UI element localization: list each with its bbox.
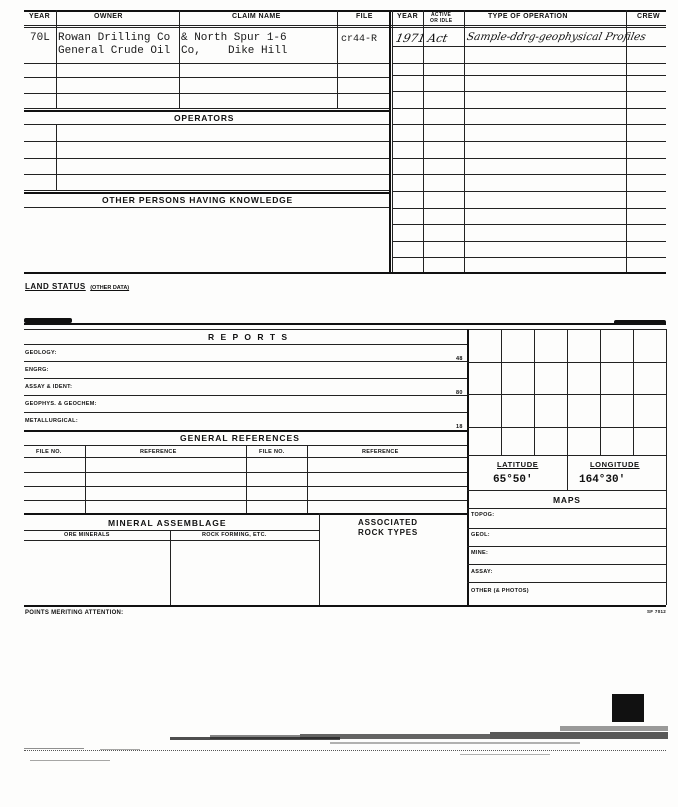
grid-col [633, 329, 634, 455]
record-owner-line1: Rowan Drilling Co [58, 32, 171, 44]
row-rule [24, 93, 389, 94]
punch-mark-bottom [612, 694, 644, 722]
col-divider [626, 10, 627, 274]
record-owner-line2-cont: Co, [181, 45, 201, 57]
latitude-value: 65°50' [493, 474, 533, 486]
operators-top-rule [24, 110, 389, 112]
row-rule [24, 190, 389, 191]
center-divider-2 [392, 10, 393, 274]
header-claim-name: CLAIM NAME [232, 13, 281, 20]
grid-row [467, 362, 666, 363]
points-meriting-attention-label: POINTS MERITING ATTENTION: [25, 610, 124, 616]
col-divider [85, 445, 86, 513]
row-rule [392, 108, 666, 109]
row-rule [392, 241, 666, 242]
col-divider [423, 10, 424, 274]
header-rule [24, 25, 666, 26]
report-label-geology: GEOLOGY: [25, 350, 57, 356]
rock-forming-header: ROCK FORMING, ETC. [202, 532, 267, 538]
row-rule [24, 108, 389, 109]
header-owner: OWNER [94, 13, 123, 20]
row-rule [24, 207, 389, 208]
reports-title: R E P O R T S [208, 332, 290, 342]
col-divider [307, 445, 308, 513]
row-rule [392, 75, 666, 76]
header-rule-2 [24, 27, 666, 28]
header-file: FILE [356, 13, 373, 20]
row-rule [24, 124, 389, 125]
latitude-label: LATITUDE [497, 460, 539, 469]
row-rule [24, 361, 467, 362]
row-rule [24, 540, 319, 541]
row-rule [392, 124, 666, 125]
gr-header-reference-1: REFERENCE [140, 449, 177, 455]
record-claim-line1: & North Spur 1-6 [181, 32, 287, 44]
general-references-title: GENERAL REFERENCES [180, 433, 300, 443]
grid-row [467, 427, 666, 428]
operators-title: OPERATORS [174, 113, 235, 123]
col-divider [56, 124, 57, 190]
report-num-geology: 48 [456, 356, 463, 362]
row-rule [24, 378, 467, 379]
row-rule [467, 490, 666, 491]
report-label-geophys: GEOPHYS. & GEOCHEM: [25, 401, 97, 407]
ore-minerals-header: ORE MINERALS [64, 532, 110, 538]
record-hand-status: Act [426, 31, 449, 45]
record-year: 70L [30, 32, 50, 44]
center-divider [389, 10, 391, 274]
grid-col [567, 329, 568, 455]
col-divider [567, 455, 568, 490]
header-active: ACTIVE [431, 12, 452, 18]
row-rule [24, 530, 319, 531]
row-rule [392, 208, 666, 209]
grid-col [501, 329, 502, 455]
grid-col [534, 329, 535, 455]
row-rule [24, 395, 467, 396]
longitude-label: LONGITUDE [590, 460, 640, 469]
top-border [24, 10, 666, 12]
gr-header-file-no-1: FILE NO. [36, 449, 62, 455]
row-rule [24, 344, 467, 345]
row-rule [24, 63, 389, 64]
record-owner-line2: General Crude Oil [58, 45, 171, 57]
other-persons-top-rule [24, 192, 389, 194]
col-divider [464, 10, 465, 274]
row-rule [467, 508, 666, 509]
grid-col [600, 329, 601, 455]
header-year-2: YEAR [397, 13, 419, 20]
row-rule [392, 224, 666, 225]
row-rule [392, 191, 666, 192]
form-number: SF 7012 [647, 609, 667, 614]
lower-top-rule-2 [24, 329, 666, 330]
row-rule [392, 46, 666, 47]
record-hand-operation: Sample-ddrg-geophysical Profiles [465, 31, 647, 43]
maps-topog: TOPOG: [471, 512, 495, 518]
row-rule [24, 77, 389, 78]
gr-header-reference-2: REFERENCE [362, 449, 399, 455]
grid-row [467, 394, 666, 395]
land-status-label: LAND STATUS [25, 282, 86, 291]
right-border [666, 329, 667, 605]
col-divider [246, 445, 247, 513]
row-rule [24, 158, 389, 159]
land-status-sublabel: (OTHER DATA) [90, 285, 130, 291]
points-top-rule [24, 605, 666, 607]
row-rule [392, 158, 666, 159]
header-crew: CREW [637, 13, 660, 20]
report-num-metallurgical: 18 [456, 424, 463, 430]
maps-title: MAPS [553, 495, 581, 505]
row-rule [24, 412, 467, 413]
associated-line1: ASSOCIATED [358, 518, 418, 527]
record-hand-year: 1971 [394, 31, 427, 45]
lower-top-rule [24, 323, 666, 325]
row-rule [392, 141, 666, 142]
report-num-assay: 80 [456, 390, 463, 396]
row-rule [392, 257, 666, 258]
report-label-assay: ASSAY & IDENT: [25, 384, 73, 390]
maps-assay: ASSAY: [471, 569, 493, 575]
report-label-engrg: ENGRG: [25, 367, 49, 373]
mineral-top-rule [24, 513, 467, 515]
longitude-value: 164°30' [579, 474, 626, 486]
record-file: cr44-R [341, 34, 378, 45]
row-rule [467, 564, 666, 565]
report-label-metallurgical: METALLURGICAL: [25, 418, 78, 424]
gr-header-file-no-2: FILE NO. [259, 449, 285, 455]
other-persons-title: OTHER PERSONS HAVING KNOWLEDGE [102, 195, 294, 205]
general-ref-top-rule [24, 430, 467, 432]
land-status-top-rule [24, 272, 666, 274]
header-or-idle: OR IDLE [430, 18, 453, 24]
row-rule [392, 91, 666, 92]
row-rule [24, 141, 389, 142]
header-year: YEAR [29, 13, 51, 20]
maps-mine: MINE: [471, 550, 489, 556]
dotted-edge [24, 750, 666, 751]
row-rule [392, 63, 666, 64]
row-rule [467, 546, 666, 547]
row-rule [467, 528, 666, 529]
record-claim-line2: Dike Hill [228, 45, 288, 57]
header-type-of-operation: TYPE OF OPERATION [488, 13, 568, 20]
associated-line2: ROCK TYPES [358, 528, 419, 537]
land-status-heading [25, 276, 129, 294]
col-divider [319, 513, 320, 605]
row-rule [24, 174, 389, 175]
maps-other: OTHER (& PHOTOS) [471, 588, 529, 594]
mineral-assemblage-title: MINERAL ASSEMBLAGE [108, 518, 227, 528]
row-rule [392, 174, 666, 175]
col-divider [170, 530, 171, 605]
maps-geol: GEOL: [471, 532, 490, 538]
row-rule [467, 582, 666, 583]
